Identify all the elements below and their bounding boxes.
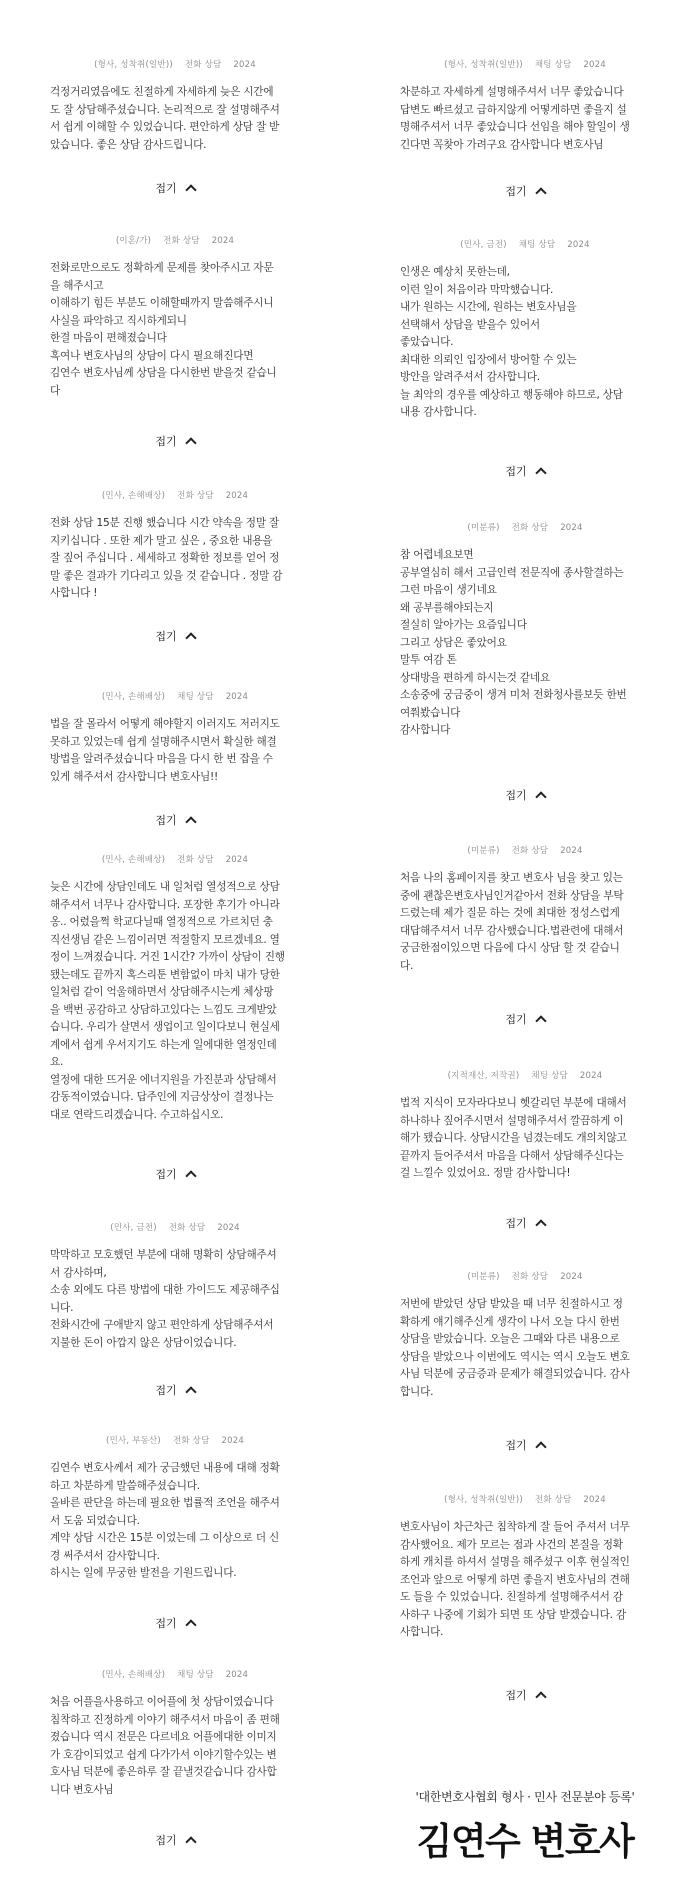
- fold-label: 접기: [155, 1384, 177, 1397]
- review-type: 전화 상담: [184, 60, 222, 70]
- review-category: (지적재산, 저작권): [447, 1071, 520, 1081]
- fold-button[interactable]: [8, 811, 342, 831]
- review-year: 2024: [225, 855, 249, 865]
- fold-label: 접기: [155, 814, 177, 827]
- review-text: 전화로만으로도 정확하게 문제를 찾아주시고 자문 을 해주시고 이해하기 힘든 부분도 이해할때까지 말씀해주시니 사실을 파악하고 직시하게되니 한결 마음이 편해졌습니다 혹여나 변호사님의 상담이 다시 필요해진다면 김연수 변호사님께 상담을 다시한번 받을것 같습니 다: [50, 262, 277, 397]
- review-year: 2024: [225, 1670, 249, 1680]
- review-year: 2024: [560, 1272, 583, 1282]
- review-card: [8, 232, 342, 400]
- chevron-up-icon: [185, 1836, 196, 1847]
- review-text: 처음 어플을사용하고 이어플에 첫 상담이였습니다 침착하고 진정하게 이야기 해주셔서 마음이 좀 편해 졌습니다 역시 전문은 다르네요 어플에대한 이미지 가 호감이되었고 쉽게 다가가서 이야기할수있는 변 호사님 덕분에 좋은하루 잘 끝낼것같습니다 감사합 니다 변호사님: [50, 1696, 280, 1796]
- review-year: 2024: [211, 236, 235, 246]
- chevron-up-icon: [535, 1015, 546, 1026]
- review-category: (민사, 손해배상): [101, 855, 166, 865]
- review-year: 2024: [579, 1071, 603, 1081]
- review-card: [358, 1491, 692, 1642]
- review-category: (미분류): [467, 523, 500, 533]
- fold-button[interactable]: [358, 1686, 692, 1706]
- review-meta: [8, 1219, 342, 1237]
- review-text: 변호사님이 차근차근 침착하게 잘 들어 주셔서 너무 감사했어요. 제가 모르는 점과 사건의 본질을 정확 하게 캐치를 하셔서 설명을 해주셨구 이후 현실적인 조언과 앞으로 어떻게 하면 좋을지 변호사님의 견해 도 들을 수 있었습니다. 친절하게 설명해주셔서 감 사하구 나중에 기회가 되면 또 상담 받겠습니다. 감 사합니다.: [400, 1521, 630, 1638]
- review-meta: [8, 487, 342, 505]
- review-meta: [358, 1491, 692, 1509]
- review-category: (형사, 성착취(일반)): [94, 60, 173, 70]
- chevron-up-icon: [535, 467, 546, 478]
- review-text: 법적 지식이 모자라다보니 헷갈리던 부분에 대해서 하나하나 짚어주시면서 설명해주셔서 깔끔하게 이 해가 됐습니다. 상담시간을 넘겼는데도 개의치않고 끝까지 들어주셔서 마음을 다해서 상담해주신다는 걸 느낄수 있었어요. 정말 감사합니다!: [400, 1097, 627, 1179]
- review-text: 전화 상담 15분 진행 했습니다 시간 약속을 정말 잘 지키십니다 . 또한 제가 말고 싶은 , 중요한 내용을 잘 짚어 주십니다 . 세세하고 정확한 정보를 얻어 정 말 좋은 결과가 기다리고 있을 것 같습니다 . 정말 감 사합니다 !: [50, 517, 283, 599]
- review-meta: [358, 236, 692, 254]
- review-type: 전화 상담: [163, 236, 200, 246]
- review-card: [358, 1067, 692, 1183]
- review-card: [8, 487, 342, 603]
- review-card: [8, 1666, 342, 1799]
- review-card: [8, 1219, 342, 1352]
- fold-label: 접기: [155, 630, 177, 643]
- review-type: 전화 상담: [534, 1495, 572, 1505]
- review-card: [8, 1432, 342, 1583]
- review-year: 2024: [583, 60, 606, 70]
- review-category: (이혼/가): [115, 236, 152, 246]
- review-type: 전화 상담: [177, 491, 214, 501]
- review-card: [358, 56, 692, 154]
- review-card: [358, 236, 692, 422]
- review-card: [358, 519, 692, 740]
- fold-label: 접기: [155, 1168, 177, 1181]
- fold-button[interactable]: [8, 1831, 342, 1851]
- chevron-up-icon: [535, 791, 546, 802]
- review-year: 2024: [567, 240, 590, 250]
- review-type: 전화 상담: [172, 1436, 210, 1446]
- review-meta: [8, 851, 342, 869]
- review-meta: [8, 1432, 342, 1450]
- review-type: 채팅 상담: [177, 1670, 214, 1680]
- review-meta: [358, 842, 692, 860]
- fold-button[interactable]: [8, 1614, 342, 1634]
- fold-button[interactable]: [8, 432, 342, 452]
- review-meta: [8, 232, 342, 250]
- review-meta: [358, 519, 692, 537]
- review-type: 채팅 상담: [534, 60, 572, 70]
- chevron-up-icon: [535, 1691, 546, 1702]
- review-card: [358, 842, 692, 975]
- review-type: 전화 상담: [177, 855, 214, 865]
- fold-button[interactable]: [358, 1436, 692, 1456]
- chevron-up-icon: [185, 184, 196, 195]
- fold-button[interactable]: [358, 1010, 692, 1030]
- fold-label: 접기: [505, 1217, 527, 1230]
- fold-button[interactable]: [8, 627, 342, 647]
- brand-name: 김연수 변호사: [416, 1820, 634, 1863]
- review-type: 전화 상담: [168, 1223, 206, 1233]
- chevron-up-icon: [185, 1619, 196, 1630]
- fold-button[interactable]: [358, 182, 692, 202]
- fold-button[interactable]: [358, 786, 692, 806]
- review-category: (민사, 부동산): [106, 1436, 161, 1446]
- fold-button[interactable]: [358, 1214, 692, 1234]
- chevron-up-icon: [535, 1441, 546, 1452]
- review-type: 전화 상담: [511, 846, 549, 856]
- fold-label: 접기: [155, 435, 177, 448]
- review-text: 김연수 변호사께서 제가 궁금했던 내용에 대해 정확 하고 차분하게 말씀해주셨습니다. 올바른 판단을 하는데 필요한 법률적 조언을 해주셔 서 도움 되었습니다. 계약 상담 시간은 15분 이었는데 그 이상으로 더 신 경 써주셔서 감사합니다. 하시는 일에 무궁한 발전을 기원드립니다.: [50, 1462, 280, 1579]
- review-card: [8, 688, 342, 786]
- review-text: 차분하고 자세하게 설명해주셔서 너무 좋았습니다 답변도 빠르셨고 급하지않게 어떻게하면 좋을지 설 명해주셔서 너무 좋았습니다 선임을 해야 할일이 생 긴다면 꼭찾아 가려구요 감사합니다 변호사님: [400, 86, 630, 151]
- review-meta: [8, 1666, 342, 1684]
- chevron-up-icon: [185, 632, 196, 643]
- review-text: 처음 나의 홈페이지를 찾고 변호사 님을 찾고 있는 중에 괜찮은변호사님인거같아서 전화 상담을 부탁 드렸는데 제가 질문 하는 것에 최대한 정성스럽게 대답해주셔서 너무 감사했습니다.법관련에 대해서 궁금한점이있으면 다음에 다시 상담 할 것 같습니 다.: [400, 872, 624, 972]
- review-meta: [358, 1067, 692, 1085]
- chevron-up-icon: [185, 437, 196, 448]
- review-year: 2024: [217, 1223, 240, 1233]
- chevron-up-icon: [185, 1170, 196, 1181]
- review-card: [8, 56, 342, 154]
- review-category: (민사, 손해배상): [101, 491, 166, 501]
- brand-subtitle: '대한변호사협회 형사 · 민사 전문분야 등록': [415, 1790, 635, 1804]
- fold-label: 접기: [505, 185, 527, 198]
- review-card: [358, 1268, 692, 1401]
- lawyer-brand: [358, 1788, 692, 1865]
- fold-button[interactable]: [8, 1381, 342, 1401]
- review-category: (민사, 금전): [460, 240, 507, 250]
- review-year: 2024: [560, 846, 583, 856]
- fold-button[interactable]: [358, 462, 692, 482]
- review-category: (민사, 손해배상): [101, 1670, 166, 1680]
- chevron-up-icon: [185, 1386, 196, 1397]
- review-year: 2024: [225, 692, 249, 702]
- chevron-up-icon: [185, 816, 196, 827]
- review-text: 걱정거리였음에도 친절하게 자세하게 늦은 시간에 도 잘 상담해주셨습니다. 논리적으로 잘 설명해주셔 서 쉽게 이해할 수 있었습니다. 편안하게 상담 잘 받 았습니다. 좋은 상담 감사드립니다.: [50, 86, 280, 151]
- review-category: (민사, 금전): [110, 1223, 157, 1233]
- review-meta: [8, 56, 342, 74]
- review-category: (미분류): [467, 846, 500, 856]
- review-category: (민사, 손해배상): [101, 692, 166, 702]
- fold-button[interactable]: [8, 179, 342, 199]
- review-year: 2024: [233, 60, 256, 70]
- review-year: 2024: [225, 491, 249, 501]
- review-card: [8, 851, 342, 1124]
- review-year: 2024: [221, 1436, 244, 1446]
- review-text: 인생은 예상치 못한는데, 이런 일이 처음이라 막막했습니다. 내가 원하는 시간에, 원하는 변호사님을 선택해서 상담을 받을수 있어서 좋았습니다. 최대한 의뢰인 입장에서 방어할 수 있는 방안을 알려주셔서 감사합니다. 늘 최악의 경우를 예상하고 행동해야 하므로, 상담 내용 감사합니다.: [400, 266, 623, 418]
- review-type: 채팅 상담: [518, 240, 556, 250]
- fold-label: 접기: [155, 1617, 177, 1630]
- fold-label: 접기: [505, 1689, 527, 1702]
- review-text: 늦은 시간에 상담인데도 내 일처럼 열성적으로 상담 해주셔서 너무나 감사합니다. 포장한 후기가 아니라 옹.. 어렸을쩍 학교다닐때 열정적으로 가르치던 충 직선생님 같은 느낌이러면 적절할지 모르겠네요. 열 정이 느껴졌습니다. 거진 1시간? 가까이 상담이 진행 됐는데도 끝까지 혹스리툰 변함없이 마치 내가 당한 일처럼 같이 억울해하면서 상담해주시는게 체상팡 을 백번 공감하고 상담하고있다는 느낌도 크게받았 습니다. 우리가 살면서 생업이고 일이다보니 현실세 계에서 쉽게 우서지기도 하는게 일에대한 열정인데 요. 열정에 대한 뜨거운 에너지원을 가진분과 상담해서 감동적이였습니다. 답주인에 지금상상이 결정나는 대로 연락드리겠습니다. 수고하십시오.: [50, 881, 285, 1121]
- review-meta: [358, 56, 692, 74]
- review-year: 2024: [560, 523, 583, 533]
- chevron-up-icon: [535, 187, 546, 198]
- review-text: 저번에 받았던 상담 받았을 때 너무 친절하시고 정 확하게 얘기해주신게 생각이 나서 오늘 다시 한번 상담을 받았습니다. 오늘은 그때와 다른 내용으로 상담을 받았으나 이번에도 역시는 역시 오늘도 변호 사님 덕분에 궁금증과 문제가 해결되었습니다. 감사 합니다.: [400, 1298, 630, 1398]
- review-type: 채팅 상담: [177, 692, 214, 702]
- fold-label: 접기: [155, 1834, 177, 1847]
- fold-label: 접기: [505, 1013, 527, 1026]
- review-text: 막막하고 모호했던 부분에 대해 명확히 상담해주셔 서 감사하며, 소송 외에도 다른 방법에 대한 가이드도 제공해주십 니다. 전화시간에 구애받지 않고 편안하게 상담해주셔서 지불한 돈이 아깝지 않은 상담이었습니다.: [50, 1249, 280, 1349]
- review-text: 참 어렵네요보면 공부열심히 해서 고급인력 전문직에 종사할결하는 그런 마음이 생기네요 왜 공부를해야되는지 절실히 알아가는 요즘입니다 그리고 상담은 좋았어요 말투 여감 톤 상대방을 편하게 하시는것 같네요 소송중에 궁금중이 생겨 미처 전화청사를보듯 한번 여쭤봤습니다 감사합니다: [400, 549, 627, 736]
- review-type: 전화 상담: [511, 523, 549, 533]
- fold-label: 접기: [505, 789, 527, 802]
- review-year: 2024: [583, 1495, 606, 1505]
- fold-label: 접기: [505, 465, 527, 478]
- review-category: (형사, 성착취(일반)): [444, 60, 523, 70]
- chevron-up-icon: [535, 1219, 546, 1230]
- review-category: (미분류): [467, 1272, 500, 1282]
- review-category: (형사, 성착취(일반)): [444, 1495, 523, 1505]
- review-meta: [358, 1268, 692, 1286]
- review-meta: [8, 688, 342, 706]
- fold-label: 접기: [155, 182, 177, 195]
- review-type: 채팅 상담: [531, 1071, 568, 1081]
- fold-button[interactable]: [8, 1165, 342, 1185]
- review-text: 법을 잘 몰라서 어떻게 해야할지 이러지도 저러지도 못하고 있었는데 쉽게 설명해주시면서 확실한 해결 방법을 알려주셨습니다 마음을 다시 한 번 잡을 수 있게 해주셔서 감사합니다 변호사님!!: [50, 718, 280, 783]
- fold-label: 접기: [505, 1439, 527, 1452]
- review-type: 전화 상담: [511, 1272, 549, 1282]
